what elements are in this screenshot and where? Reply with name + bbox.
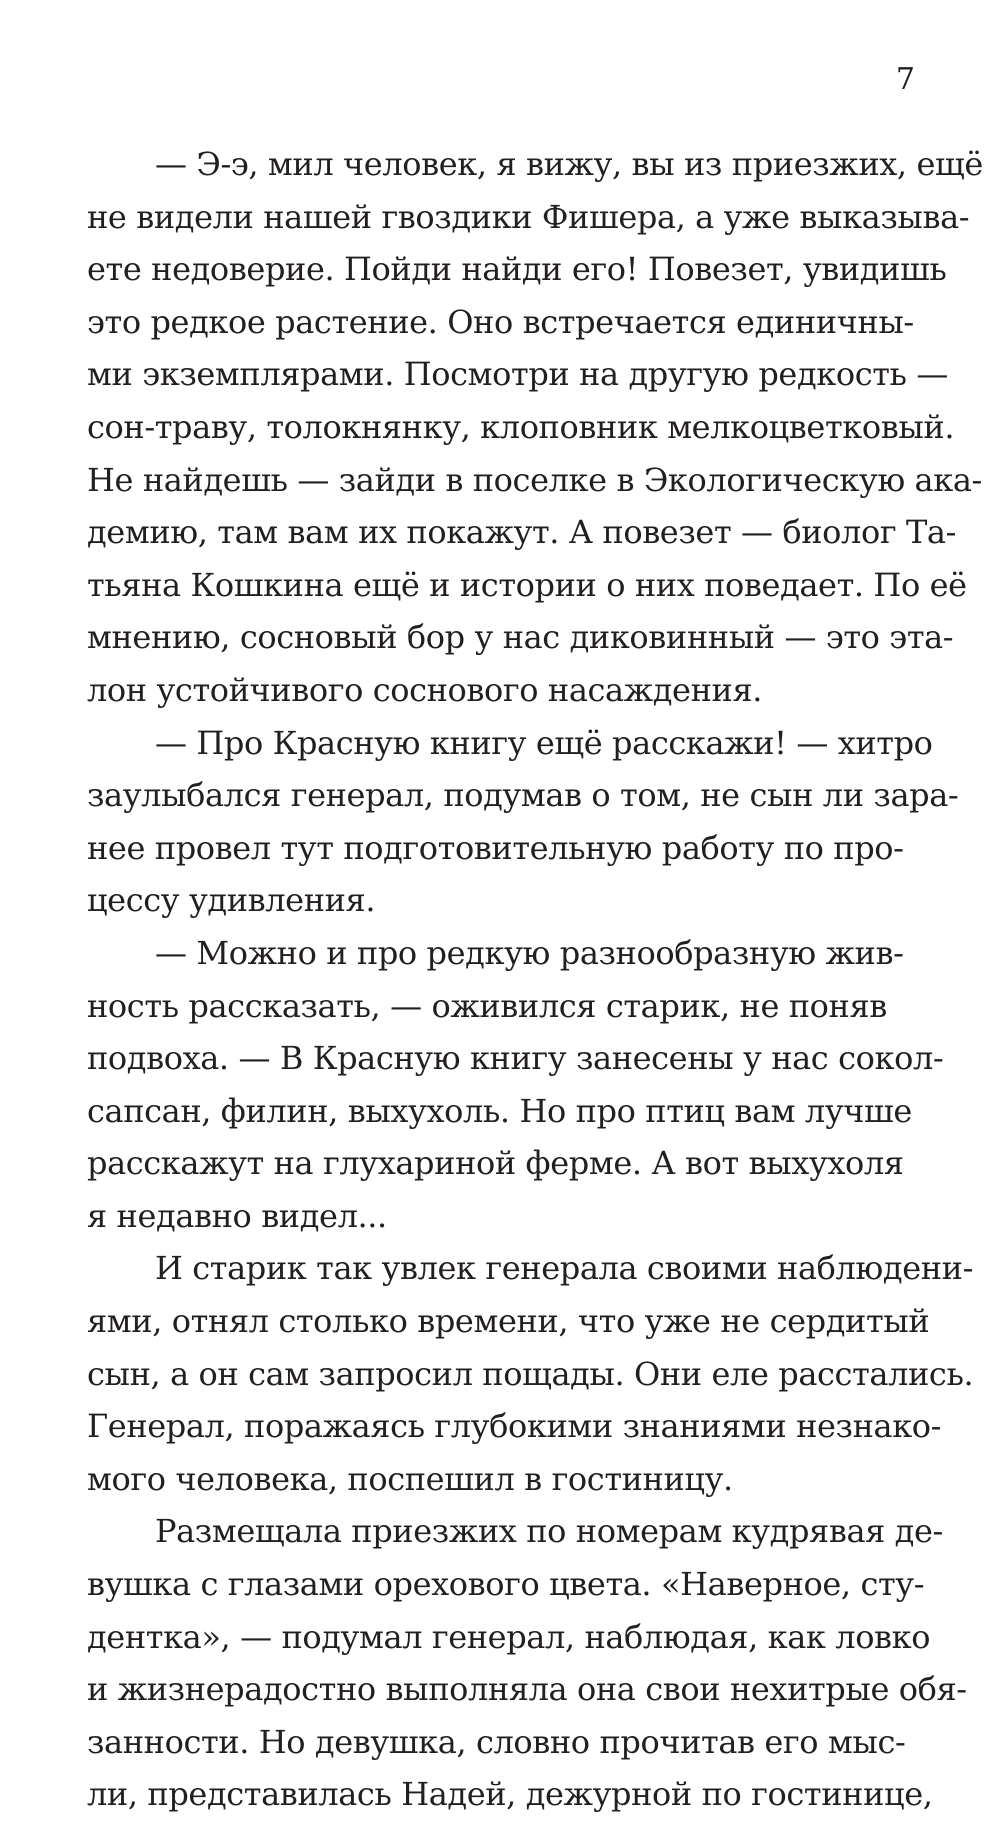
text-line: ми экземплярами. Посмотри на другую редкость —: [87, 355, 948, 394]
text-line: — Про Красную книгу ещё расскажи! — хитро: [155, 723, 933, 762]
text-line: Генерал, поражаясь глубокими знаниями незнако-: [87, 1407, 942, 1446]
text-line: сон-траву, толокнянку, клоповник мелкоцветковый.: [87, 407, 955, 446]
body-text: [87, 138, 983, 1821]
text-line: цессу удивления.: [87, 881, 376, 920]
text-line: расскажут на глухариной ферме. А вот выхухоля: [87, 1144, 904, 1183]
text-line: и жизнерадостно выполняла она свои нехитрые обя-: [87, 1670, 967, 1709]
text-line: заулыбался генерал, подумав о том, не сын ли зара-: [87, 776, 959, 815]
text-line: нее провел тут подготовительную работу по про-: [87, 828, 904, 867]
text-line: демию, там вам их покажут. А повезет — биолог Та-: [87, 513, 957, 552]
text-line: ете недоверие. Пойди найди его! Повезет, увидишь: [87, 250, 947, 289]
page-number: 7: [895, 62, 915, 97]
text-line: ность рассказать, — оживился старик, не поняв: [87, 986, 887, 1025]
text-line: лон устойчивого соснового насаждения.: [87, 670, 762, 709]
text-line: И старик так увлек генерала своими наблюдени-: [155, 1249, 974, 1288]
text-line: сын, а он сам запросил пощады. Они еле расстались.: [87, 1354, 974, 1393]
text-line: подвоха. — В Красную книгу занесены у нас сокол-: [87, 1039, 944, 1078]
text-line: — Можно и про редкую разнообразную жив-: [155, 933, 904, 972]
text-line: Размещала приезжих по номерам кудрявая де-: [155, 1512, 943, 1551]
text-line: занности. Но девушка, словно прочитав его мыс-: [87, 1722, 906, 1761]
text-line: не видели нашей гвоздики Фишера, а уже выказыва-: [87, 197, 970, 236]
text-line: ями, отнял столько времени, что уже не сердитый: [87, 1302, 930, 1341]
text-line: дентка», — подумал генерал, наблюдая, как ловко: [87, 1617, 931, 1656]
text-line: мого человека, поспешил в гостиницу.: [87, 1459, 733, 1498]
text-line: Не найдешь — зайди в поселке в Экологическую ака-: [87, 460, 982, 499]
text-line: вушка с глазами орехового цвета. «Наверное, сту-: [87, 1565, 925, 1604]
text-line: тьяна Кошкина ещё и истории о них поведает. По её: [87, 565, 967, 604]
text-line: мнению, сосновый бор у нас диковинный — это эта-: [87, 618, 954, 657]
text-line: ли, представилась Надей, дежурной по гостинице,: [87, 1775, 933, 1814]
text-line: я недавно видел...: [87, 1196, 387, 1235]
text-line: — Э-э, мил человек, я вижу, вы из приезжих, ещё: [155, 145, 983, 183]
text-line: сапсан, филин, выхухоль. Но про птиц вам лучше: [87, 1091, 912, 1130]
text-line: это редкое растение. Оно встречается единичны-: [87, 302, 914, 341]
